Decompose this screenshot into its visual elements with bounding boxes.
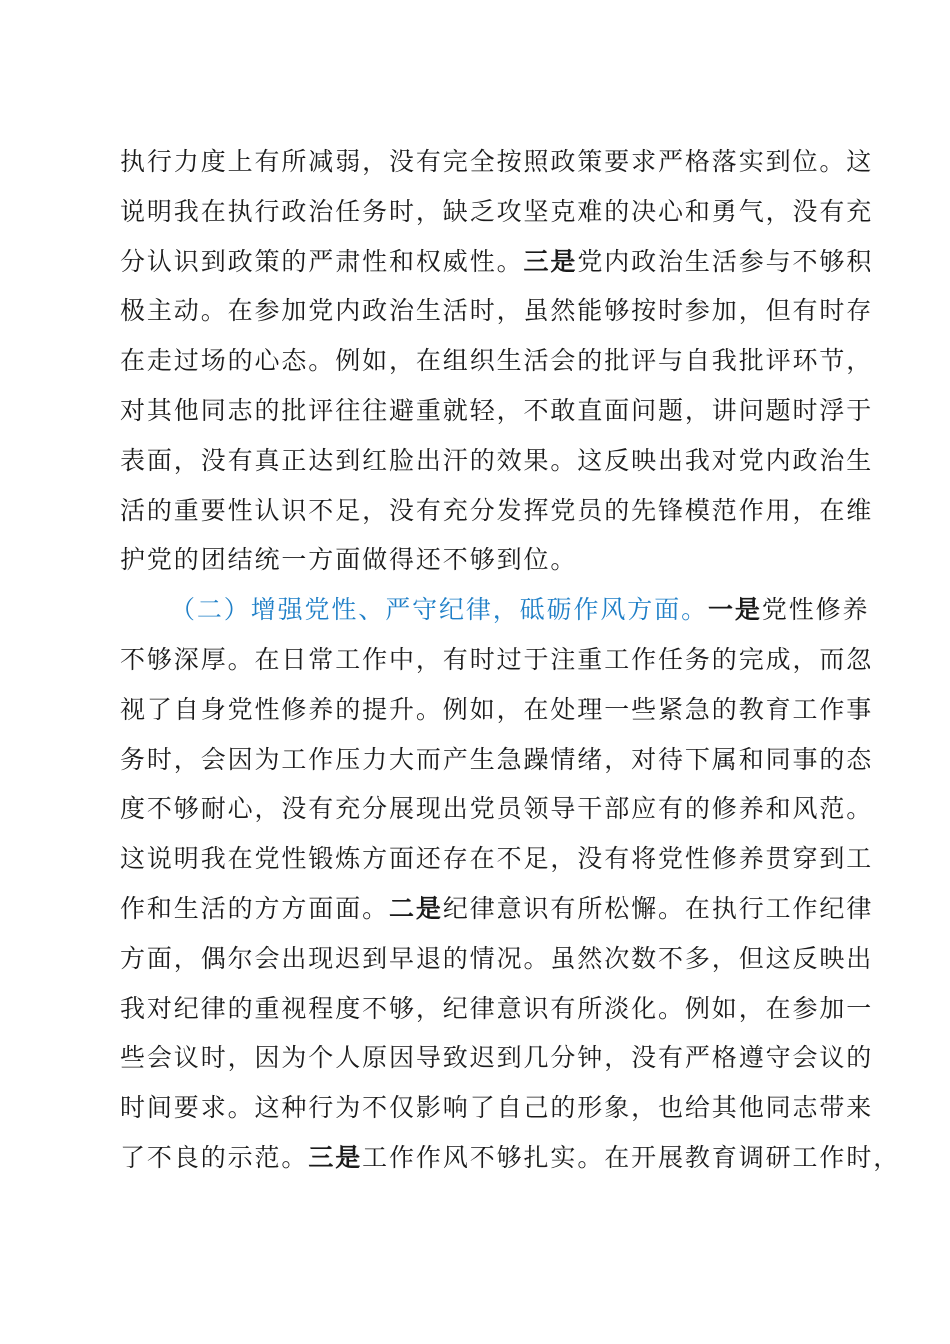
paragraph-1 xyxy=(120,137,874,585)
bold-marker: 二是 xyxy=(389,893,443,923)
text-line: 视了自身党性修养的提升。例如，在处理一些紧急的教育工作事 xyxy=(120,694,874,724)
paragraph-2 xyxy=(120,585,901,1183)
text-line: 护党的团结统一方面做得还不够到位。 xyxy=(120,545,578,575)
text-line: 说明我在执行政治任务时，缺乏攻坚克难的决心和勇气，没有充 xyxy=(120,196,874,226)
text-line: 时间要求。这种行为不仅影响了自己的形象，也给其他同志带来 xyxy=(120,1093,874,1123)
text-line: 我对纪律的重视程度不够，纪律意识有所淡化。例如，在参加一 xyxy=(120,993,874,1023)
bold-marker: 三是 xyxy=(308,1142,363,1172)
text-line: 不够深厚。在日常工作中，有时过于注重工作任务的完成，而忽 xyxy=(120,644,874,674)
section-heading: （二）增强党性、严守纪律，砥砺作风方面。 xyxy=(170,595,709,625)
text-span: 党性修养 xyxy=(761,595,870,625)
text-line: 表面，没有真正达到红脸出汗的效果。这反映出我对党内政治生 xyxy=(120,445,874,475)
text-line: 务时，会因为工作压力大而产生急躁情绪，对待下属和同事的态 xyxy=(120,744,874,774)
text-line: 在走过场的心态。例如，在组织生活会的批评与自我批评环节， xyxy=(120,346,874,376)
text-line: 度不够耐心，没有充分展现出党员领导干部应有的修养和风范。 xyxy=(120,794,874,824)
section-heading-line xyxy=(120,585,870,635)
text-line xyxy=(120,884,874,934)
document-body xyxy=(120,137,901,1183)
text-line: 方面，偶尔会出现迟到早退的情况。虽然次数不多，但这反映出 xyxy=(120,943,874,973)
text-span: 了不良的示范。 xyxy=(120,1142,309,1172)
text-line: 极主动。在参加党内政治生活时，虽然能够按时参加，但有时存 xyxy=(120,296,874,326)
bold-marker: 一是 xyxy=(708,595,762,625)
text-line xyxy=(120,237,874,287)
text-line: 对其他同志的批评往往避重就轻，不敢直面问题，讲问题时浮于 xyxy=(120,395,874,425)
text-span: 作和生活的方方面面。 xyxy=(120,893,390,923)
bold-marker: 三是 xyxy=(523,246,578,276)
text-line: 些会议时，因为个人原因导致迟到几分钟，没有严格遵守会议的 xyxy=(120,1043,874,1073)
text-line: 执行力度上有所减弱，没有完全按照政策要求严格落实到位。这 xyxy=(120,147,874,176)
text-line: 这说明我在党性锻炼方面还存在不足，没有将党性修养贯穿到工 xyxy=(120,844,874,874)
text-span: 工作作风不够扎实。在开展教育调研工作时， xyxy=(362,1142,901,1172)
text-line xyxy=(120,1133,901,1183)
text-span: 分认识到政策的严肃性和权威性。 xyxy=(120,246,524,276)
text-span: 纪律意识有所松懈。在执行工作纪律 xyxy=(442,893,874,923)
text-span: 党内政治生活参与不够积 xyxy=(577,246,874,276)
text-line: 活的重要性认识不足，没有充分发挥党员的先锋模范作用，在维 xyxy=(120,495,874,525)
